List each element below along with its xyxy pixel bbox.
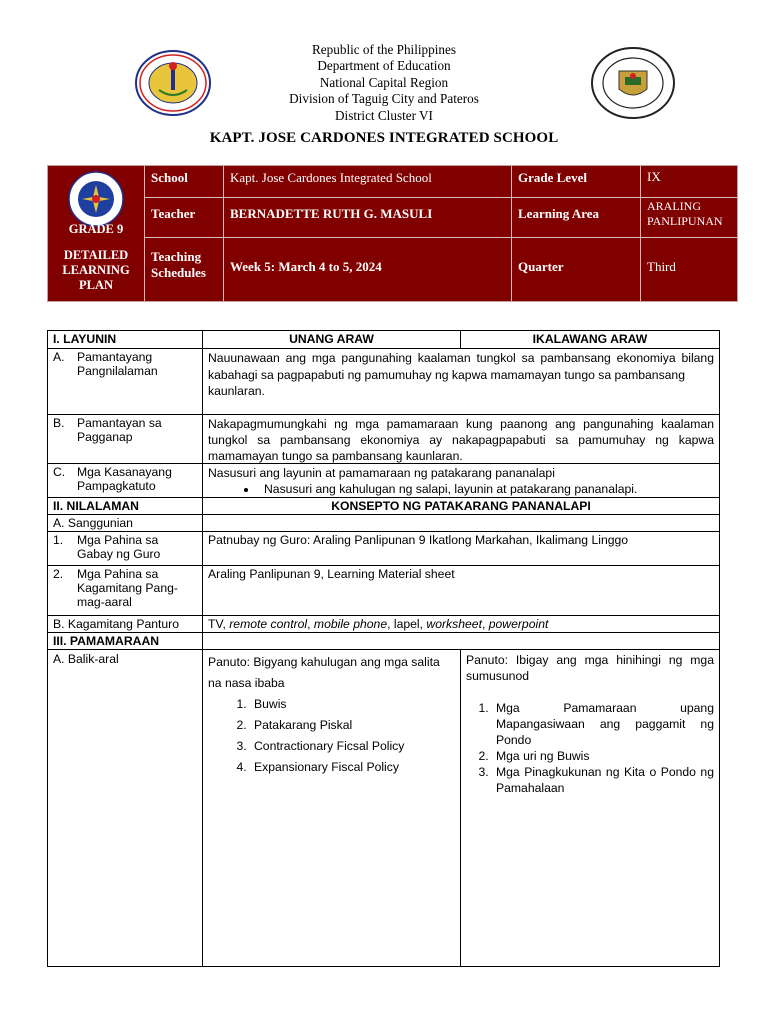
content-standard-text: kaunlaran. <box>208 384 265 398</box>
table-row <box>48 463 719 497</box>
divider <box>144 237 737 238</box>
row-label: A. Sanggunian <box>53 516 133 530</box>
quarter-value: Third <box>647 259 676 274</box>
row-label: Kagamitang Pang- <box>77 581 178 595</box>
table-row <box>48 414 719 463</box>
plan-identity <box>48 166 144 301</box>
row-label: Pampagkatuto <box>77 479 156 493</box>
list-item: 4. Expansionary Fiscal Policy <box>250 757 455 778</box>
section-heading: I. LAYUNIN <box>53 332 117 346</box>
row-label: Mga Kasanayang <box>77 465 172 479</box>
row-number: 2. <box>53 567 64 581</box>
day1-heading: UNANG ARAW <box>202 331 460 348</box>
materials-part: worksheet <box>426 617 482 631</box>
materials-part: , <box>307 617 314 631</box>
table-row <box>48 531 719 565</box>
learning-area-value: ARALING <box>647 199 701 213</box>
grade-level-label: Grade Level <box>518 170 587 185</box>
reference-text: Patnubay ng Guro: Araling Panlipunan 9 Ikatlong Markahan, Ikalimang Linggo <box>202 532 719 565</box>
day1-instruction: Panuto: Bigyang kahulugan ang mga salita na nasa ibaba <box>208 655 440 690</box>
row-label: Gabay ng Guro <box>77 547 161 561</box>
row-label: Pangnilalaman <box>77 364 158 378</box>
schedules-label: Schedules <box>151 265 206 280</box>
list-item: 3. Mga Pinagkukunan ng Kita o Pondo ng Pamahalaan <box>492 764 714 796</box>
plan-title-line: LEARNING <box>62 263 130 277</box>
teacher-label: Teacher <box>151 206 196 221</box>
table-row <box>48 331 719 348</box>
row-label: Pagganap <box>77 430 133 444</box>
header-line: Division of Taguig City and Pateros <box>289 91 479 107</box>
header-line: Republic of the Philippines <box>312 42 456 57</box>
row-label: mag-aaral <box>77 595 132 609</box>
content-standard-text: Nauunawaan ang mga pangunahing kaalaman tungkol sa pambansang ekonomiya bilang kabahagi sa pagpapabuti ng pamumuhay ng kapwa mamamayan tungo sa pambansang <box>208 351 714 382</box>
plan-title-line: DETAILED <box>63 248 129 262</box>
document-header <box>0 42 768 146</box>
section-heading: III. PAMAMARAAN <box>53 634 160 648</box>
competency-text: Nasusuri ang layunin at pamamaraan ng patakarang pananalapi <box>208 466 555 480</box>
plan-title-line: PLAN <box>78 278 114 292</box>
table-row <box>48 514 719 531</box>
quarter-label: Quarter <box>518 259 564 274</box>
table-row <box>48 348 719 414</box>
materials-part: powerpoint <box>488 617 549 631</box>
header-line: Department of Education <box>317 58 451 74</box>
learning-area-label: Learning Area <box>518 206 600 221</box>
row-letter: B. <box>53 416 65 430</box>
content-topic: KONSEPTO NG PATAKARANG PANANALAPI <box>202 498 719 514</box>
empty-cell <box>202 515 719 531</box>
list-item: 1. Mga Pamamaraan upang Mapangasiwaan ang paggamit ng Pondo <box>492 700 714 748</box>
section-heading: II. NILALAMAN <box>53 499 139 513</box>
table-row <box>48 615 719 632</box>
performance-standard-text: Nakapagmumungkahi ng mga pamamaraan kung paanong ang pangunahing kaalaman tungkol sa pambansang ekonomiya ay nakapagpapabuti sa pamumuhay ng kapwa mamamayan tungo sa pambansang kaunlaran. <box>202 415 719 463</box>
info-table <box>47 165 738 302</box>
row-label: B. Kagamitang Panturo <box>53 617 180 631</box>
row-label: Mga Pahina sa <box>77 533 159 547</box>
school-name-title: KAPT. JOSE CARDONES INTEGRATED SCHOOL <box>209 130 559 147</box>
list-item: 3. Contractionary Ficsal Policy <box>250 736 455 757</box>
table-row <box>48 632 719 649</box>
grade-level-value: IX <box>647 169 661 184</box>
row-number: 1. <box>53 533 64 547</box>
school-label: School <box>151 170 188 185</box>
materials-part: TV, <box>208 617 230 631</box>
empty-cell <box>202 633 719 649</box>
row-label: Pamantayang <box>77 350 153 364</box>
materials-part: , <box>481 617 489 631</box>
row-letter: C. <box>53 465 66 479</box>
deped-seal-logo <box>68 171 124 227</box>
row-label: Pamantayan sa <box>77 416 162 430</box>
row-label: Mga Pahina sa <box>77 567 159 581</box>
learning-area-value: PANLIPUNAN <box>647 214 723 228</box>
reference-text: Araling Panlipunan 9, Learning Material sheet <box>202 566 719 615</box>
materials-text <box>202 616 719 632</box>
list-item: 2. Patakarang Piskal <box>250 715 455 736</box>
materials-part: , lapel, <box>387 617 427 631</box>
materials-part: mobile phone <box>313 617 388 631</box>
row-label: A. Balik-aral <box>53 652 119 666</box>
header-line: National Capital Region <box>319 74 449 90</box>
competency-bullet: • Nasusuri ang kahulugan ng salapi, layunin at patakarang pananalapi. <box>258 481 714 497</box>
schedules-value: Week 5: March 4 to 5, 2024 <box>230 259 382 274</box>
header-line: District Cluster VI <box>335 107 433 123</box>
school-value: Kapt. Jose Cardones Integrated School <box>230 170 432 185</box>
list-item: 1. Buwis <box>250 694 455 715</box>
table-row <box>48 649 719 966</box>
schedules-label: Teaching <box>151 249 202 264</box>
table-row <box>48 565 719 615</box>
list-item: 2. Mga uri ng Buwis <box>492 748 714 764</box>
lesson-plan-table <box>47 330 720 967</box>
row-letter: A. <box>53 350 65 364</box>
grade-label: GRADE 9 <box>68 222 124 236</box>
table-row <box>48 497 719 514</box>
day2-instruction: Panuto: Ibigay ang mga hinihingi ng mga sumusunod <box>466 653 714 683</box>
teacher-value: BERNADETTE RUTH G. MASULI <box>230 206 433 221</box>
day2-heading: IKALAWANG ARAW <box>460 331 719 348</box>
materials-part: remote control <box>229 617 308 631</box>
